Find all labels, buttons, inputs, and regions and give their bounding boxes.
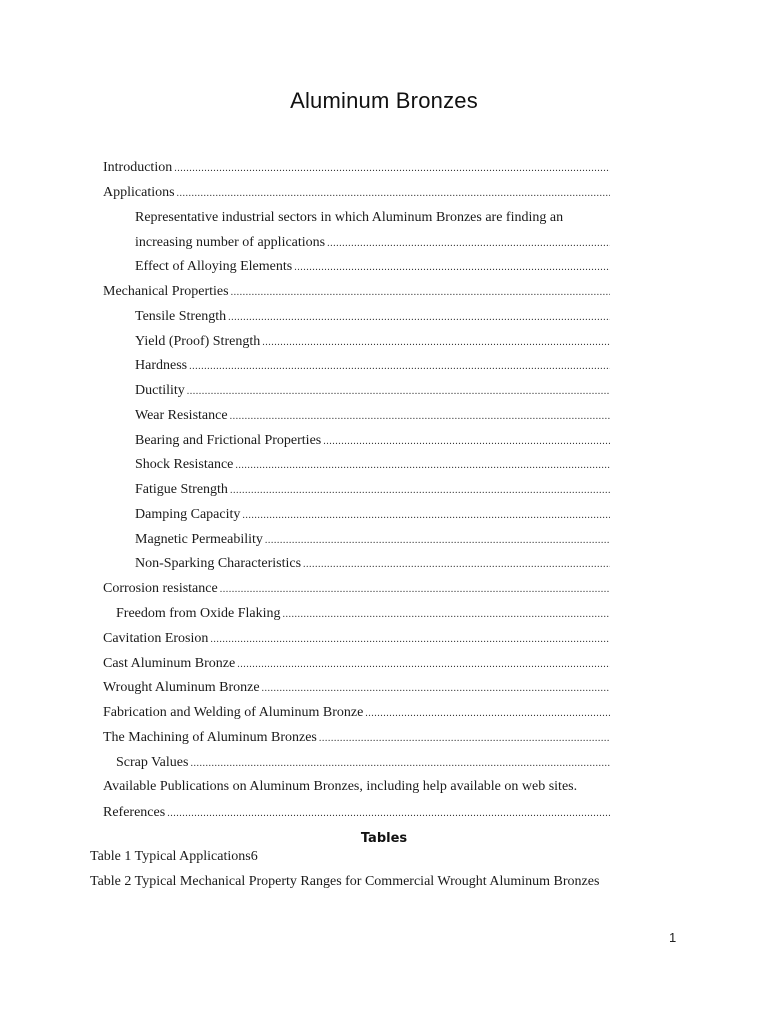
toc-entry-label: Yield (Proof) Strength (135, 334, 261, 349)
toc-entry-shock-resistance[interactable] (135, 453, 610, 477)
toc-entry-label: increasing number of applications (135, 235, 326, 250)
toc-entry-tensile-strength[interactable] (135, 305, 610, 329)
toc-leader-dots (231, 281, 610, 304)
toc-leader-dots (220, 578, 610, 601)
toc-leader-dots (189, 355, 610, 378)
toc-entry-label: Cast Aluminum Bronze (103, 656, 236, 671)
toc-leader-dots (294, 256, 610, 279)
toc-leader-dots (262, 677, 610, 700)
toc-entry-fabrication-welding[interactable] (103, 701, 610, 725)
toc-entry-applications[interactable] (103, 181, 610, 205)
toc-entry-machining[interactable] (103, 726, 610, 750)
toc-entry-wear-resistance[interactable] (135, 404, 610, 428)
toc-entry-label: Magnetic Permeability (135, 532, 263, 547)
toc-leader-dots (210, 628, 610, 651)
toc-entry-label: Introduction (103, 160, 173, 175)
toc-entry-bearing-frictional[interactable] (135, 429, 610, 453)
toc-entry-cavitation-erosion[interactable] (103, 627, 610, 651)
toc-entry-label: Tensile Strength (135, 309, 227, 324)
toc-entry-scrap-values[interactable] (116, 751, 610, 775)
toc-entry-wrought-aluminum-bronze[interactable] (103, 676, 610, 700)
toc-entry-mechanical-properties[interactable] (103, 280, 610, 304)
toc-leader-dots (177, 182, 610, 205)
toc-leader-dots (327, 232, 610, 255)
toc-entry-label: References (103, 805, 166, 820)
toc-leader-dots (242, 504, 610, 527)
toc-entry-label: Freedom from Oxide Flaking (116, 606, 281, 621)
toc-entry-industrial-sectors-line2[interactable] (135, 231, 610, 255)
toc-entry-non-sparking[interactable] (135, 552, 610, 576)
toc-entry-label: Ductility (135, 383, 185, 398)
toc-leader-dots (237, 653, 610, 676)
toc-entry-label: Damping Capacity (135, 507, 241, 522)
toc-leader-dots (187, 380, 610, 403)
toc-entry-label: Bearing and Frictional Properties (135, 433, 322, 448)
toc-leader-dots (190, 752, 610, 775)
toc-entry-label: Non-Sparking Characteristics (135, 556, 302, 571)
toc-leader-dots (230, 479, 610, 502)
toc-entry-fatigue-strength[interactable] (135, 478, 610, 502)
toc-entry-alloying-elements[interactable] (135, 255, 610, 279)
table-list-item-2[interactable]: Table 2 Typical Mechanical Property Ranges for Commercial Wrought Aluminum Bronzes (90, 874, 600, 889)
toc-entry-label: Fabrication and Welding of Aluminum Bronze (103, 705, 364, 720)
page-number: 1 (669, 930, 677, 945)
toc-entry-yield-strength[interactable] (135, 330, 610, 354)
toc-entry-references[interactable] (103, 801, 610, 825)
document-title: Aluminum Bronzes (290, 88, 478, 113)
toc-entry-label: Scrap Values (116, 755, 189, 770)
toc-entry-ductility[interactable] (135, 379, 610, 403)
toc-leader-dots (262, 331, 610, 354)
tables-heading: Tables (360, 831, 408, 846)
table-list-item-1[interactable]: Table 1 Typical Applications6 (90, 849, 258, 864)
toc-leader-dots (303, 553, 610, 576)
toc-entry-label: Representative industrial sectors in which Aluminum Bronzes are finding an (135, 210, 564, 225)
toc-entry-label: Mechanical Properties (103, 284, 229, 299)
toc-entry-label: Fatigue Strength (135, 482, 228, 497)
toc-leader-dots (230, 405, 610, 428)
toc-entry-label: Wrought Aluminum Bronze (103, 680, 260, 695)
toc-entry-label: Cavitation Erosion (103, 631, 209, 646)
toc-entry-introduction[interactable] (103, 156, 610, 180)
toc-leader-dots (174, 157, 610, 180)
toc-leader-dots (319, 727, 610, 750)
toc-entry-industrial-sectors-line1[interactable] (135, 206, 610, 230)
toc-entry-oxide-flaking[interactable] (116, 602, 610, 626)
toc-entry-label: Shock Resistance (135, 457, 234, 472)
toc-leader-dots (167, 802, 610, 825)
toc-leader-dots (323, 430, 610, 453)
toc-entry-label: Corrosion resistance (103, 581, 218, 596)
toc-entry-label: Wear Resistance (135, 408, 228, 423)
toc-entry-hardness[interactable] (135, 354, 610, 378)
toc-leader-dots (282, 603, 610, 626)
toc-entry-available-publications[interactable] (103, 775, 623, 799)
toc-entry-damping-capacity[interactable] (135, 503, 610, 527)
toc-leader-dots (365, 702, 610, 725)
toc-entry-label: Hardness (135, 358, 188, 373)
toc-entry-label: Applications (103, 185, 175, 200)
toc-entry-magnetic-permeability[interactable] (135, 528, 610, 552)
toc-entry-cast-aluminum-bronze[interactable] (103, 652, 610, 676)
toc-entry-label: The Machining of Aluminum Bronzes (103, 730, 317, 745)
toc-entry-label: Available Publications on Aluminum Bronzes, including help available on web sites. (103, 779, 578, 794)
toc-entry-label: Effect of Alloying Elements (135, 259, 293, 274)
toc-leader-dots (265, 529, 610, 552)
toc-entry-corrosion-resistance[interactable] (103, 577, 610, 601)
toc-leader-dots (228, 306, 610, 329)
toc-leader-dots (235, 454, 610, 477)
